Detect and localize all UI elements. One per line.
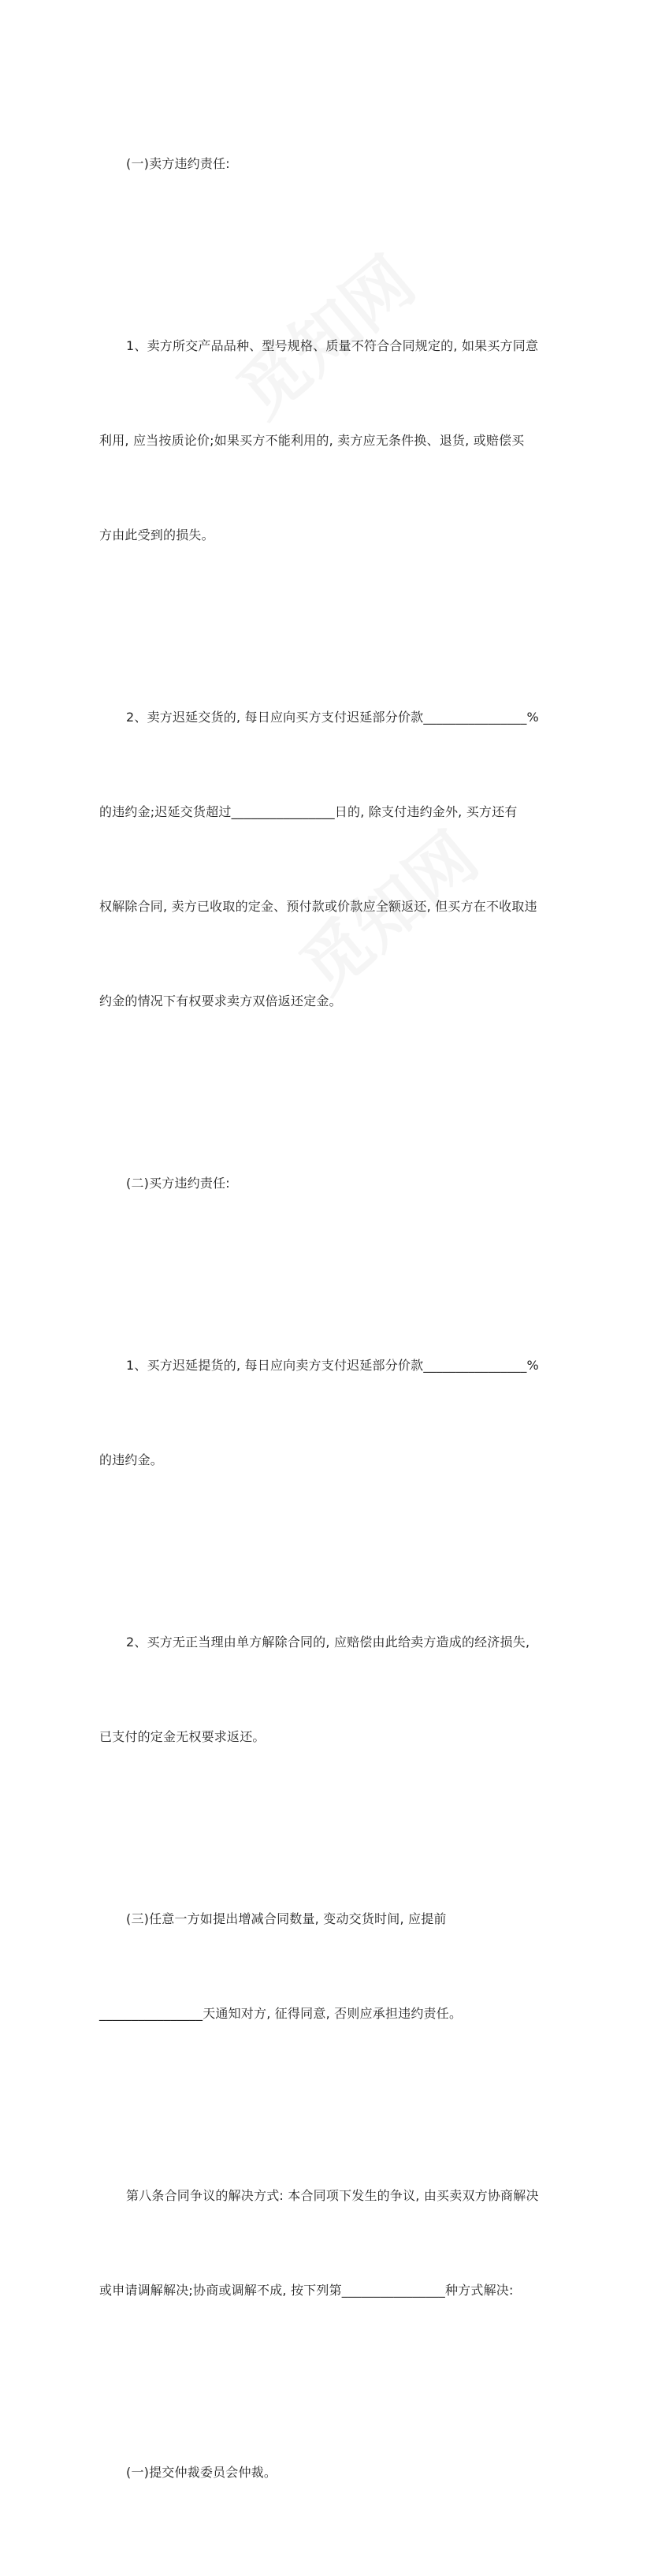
clause-quantity-change (99, 1840, 564, 2093)
section-seller-liability-heading (99, 85, 564, 243)
text-line: 第八条合同争议的解决方式: 本合同项下发生的争议, 由买卖双方协商解决 (126, 2188, 539, 2203)
text-line: 约金的情况下有权要求卖方双倍返还定金。 (99, 993, 342, 1008)
clause-buyer-delay (99, 1287, 564, 1539)
text-line: (三)任意一方如提出增减合同数量, 变动交货时间, 应提前 (126, 1911, 447, 1926)
text-line: 2、卖方迟延交货的, 每日应向买方支付迟延部分价款________________% (126, 710, 539, 725)
text-line: 已支付的定金无权要求返还。 (99, 1729, 266, 1744)
text-line: (二)买方违约责任: (126, 1176, 230, 1191)
document-page (99, 85, 564, 2576)
text-line: 权解除合同, 卖方已收取的定金、预付款或价款应全额返还, 但买方在不收取违 (99, 899, 537, 914)
section-buyer-liability-heading (99, 1105, 564, 1262)
article-eight-dispute (99, 2117, 564, 2369)
text-line: ________________天通知对方, 征得同意, 否则应承担违约责任。 (99, 2006, 463, 2021)
text-line: 的违约金。 (99, 1452, 164, 1467)
text-line: (一)提交仲裁委员会仲裁。 (126, 2465, 277, 2480)
option-arbitration (99, 2394, 564, 2552)
text-line: 的违约金;迟延交货超过________________日的, 除支付违约金外, 买方还有 (99, 804, 518, 819)
text-line: (一)卖方违约责任: (126, 156, 230, 171)
text-line: 或申请调解解决;协商或调解不成, 按下列第________________种方式解决: (99, 2283, 514, 2298)
text-line: 1、买方迟延提货的, 每日应向卖方支付迟延部分价款________________% (126, 1358, 539, 1373)
text-line: 利用, 应当按质论价;如果买方不能利用的, 卖方应无条件换、退货, 或赔偿买 (99, 433, 525, 448)
text-line: 2、买方无正当理由单方解除合同的, 应赔偿由此给卖方造成的经济损失, (126, 1635, 530, 1650)
clause-seller-quality (99, 267, 564, 614)
clause-buyer-termination (99, 1564, 564, 1816)
text-line: 方由此受到的损失。 (99, 528, 214, 542)
text-line: 1、卖方所交产品品种、型号规格、质量不符合合同规定的, 如果买方同意 (126, 338, 539, 353)
clause-seller-delay (99, 639, 564, 1080)
